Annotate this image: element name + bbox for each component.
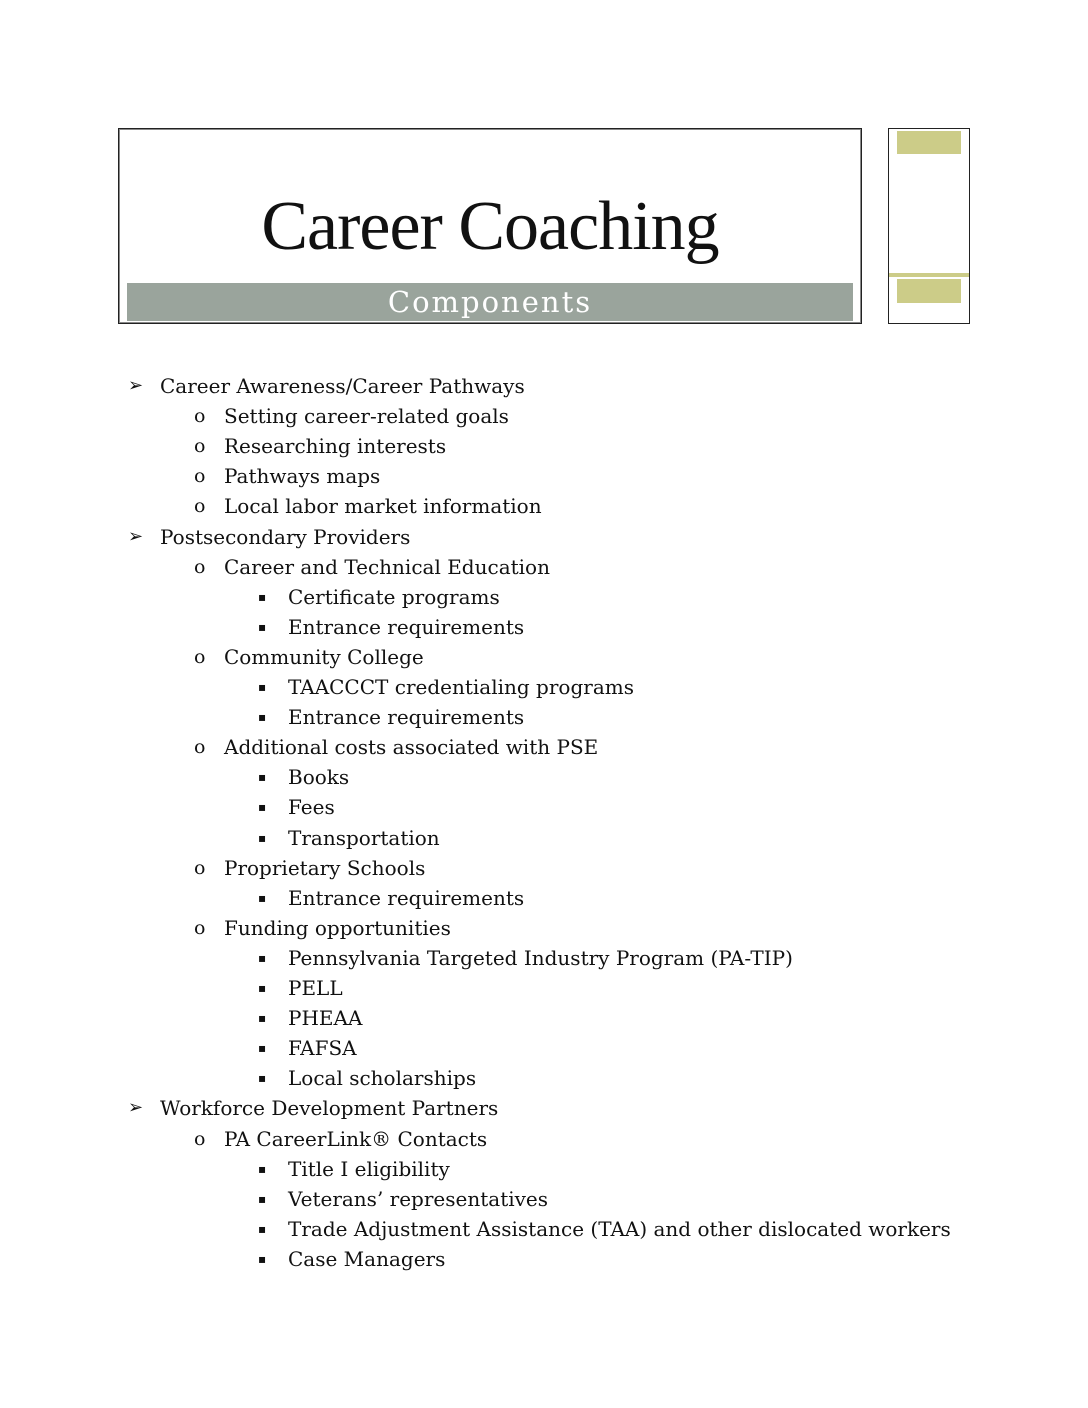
- square-bullet-icon: ▪: [258, 800, 267, 815]
- outline-item-label: Local labor market information: [224, 494, 542, 519]
- square-bullet-icon: ▪: [258, 619, 267, 634]
- page-title: Career Coaching: [261, 188, 719, 265]
- outline-item-label: Pennsylvania Targeted Industry Program (PA-TIP): [288, 945, 793, 970]
- outline-item-label: Funding opportunities: [224, 915, 451, 940]
- outline-item-label: Fees: [288, 795, 335, 820]
- square-bullet-icon: ▪: [258, 950, 267, 965]
- outline-item-label: Workforce Development Partners: [160, 1096, 499, 1121]
- arrow-bullet-icon: ➢: [128, 525, 144, 547]
- circle-bullet-icon: o: [194, 435, 206, 458]
- square-bullet-icon: ▪: [258, 680, 267, 694]
- square-bullet-icon: ▪: [258, 1041, 267, 1056]
- square-bullet-icon: ▪: [258, 1221, 267, 1236]
- outline-item-label: Transportation: [288, 825, 440, 850]
- outline-item-label: PELL: [288, 976, 343, 1000]
- subtitle-banner: Components: [127, 283, 853, 321]
- outline-item-label: Postsecondary Providers: [160, 524, 411, 549]
- outline-item-label: Career and Technical Education: [224, 554, 550, 579]
- circle-bullet-icon: o: [194, 405, 206, 428]
- circle-bullet-icon: o: [194, 916, 206, 939]
- outline-item-label: Title I eligibility: [288, 1156, 450, 1181]
- circle-bullet-icon: o: [194, 465, 206, 488]
- outline-item-label: Setting career-related goals: [224, 404, 509, 429]
- outline-item-label: Local scholarships: [288, 1066, 477, 1091]
- square-bullet-icon: ▪: [258, 1251, 267, 1266]
- accent-stripe: [889, 273, 969, 277]
- outline-item-label: Veterans’ representatives: [288, 1186, 549, 1211]
- outline-item-label: PHEAA: [288, 1006, 363, 1031]
- square-bullet-icon: ▪: [258, 770, 267, 785]
- outline-item-label: Entrance requirements: [288, 885, 525, 910]
- square-bullet-icon: ▪: [258, 1191, 267, 1206]
- square-bullet-icon: ▪: [258, 830, 267, 845]
- circle-bullet-icon: o: [194, 495, 206, 518]
- outline-item-label: Books: [288, 765, 350, 790]
- title-box: [118, 128, 862, 324]
- outline-item-label: Proprietary Schools: [224, 855, 426, 880]
- square-bullet-icon: ▪: [258, 710, 267, 725]
- circle-bullet-icon: o: [194, 645, 206, 668]
- outline-item-label: Certificate programs: [288, 584, 500, 609]
- square-bullet-icon: ▪: [258, 890, 267, 905]
- outline-item-label: Community College: [224, 644, 424, 669]
- square-bullet-icon: ▪: [258, 1071, 267, 1086]
- circle-bullet-icon: o: [194, 856, 206, 879]
- circle-bullet-icon: o: [194, 1127, 206, 1150]
- outline-item-label: Case Managers: [288, 1246, 446, 1271]
- outline-item-label: Pathways maps: [224, 464, 381, 489]
- outline-item-label: Researching interests: [224, 434, 447, 459]
- decorative-side-panel: [888, 128, 970, 324]
- outline-item-label: Entrance requirements: [288, 614, 525, 639]
- circle-bullet-icon: o: [194, 736, 206, 759]
- outline-item-label: Trade Adjustment Assistance (TAA) and other dislocated workers: [288, 1216, 951, 1241]
- circle-bullet-icon: o: [194, 555, 206, 578]
- outline-item-label: Additional costs associated with PSE: [224, 735, 599, 760]
- square-bullet-icon: ▪: [258, 1011, 267, 1026]
- outline-item-label: Entrance requirements: [288, 705, 525, 730]
- square-bullet-icon: ▪: [258, 1161, 267, 1176]
- square-bullet-icon: ▪: [258, 981, 267, 995]
- accent-block-top: [897, 131, 961, 154]
- outline-item-label: Career Awareness/Career Pathways: [160, 374, 525, 398]
- square-bullet-icon: ▪: [258, 589, 267, 604]
- accent-block-bottom: [897, 279, 961, 303]
- outline-item-label: PA CareerLink® Contacts: [224, 1126, 488, 1151]
- arrow-bullet-icon: ➢: [128, 375, 144, 396]
- outline-item-label: FAFSA: [288, 1036, 357, 1061]
- outline-item-label: TAACCCT credentialing programs: [288, 675, 634, 699]
- arrow-bullet-icon: ➢: [128, 1097, 144, 1119]
